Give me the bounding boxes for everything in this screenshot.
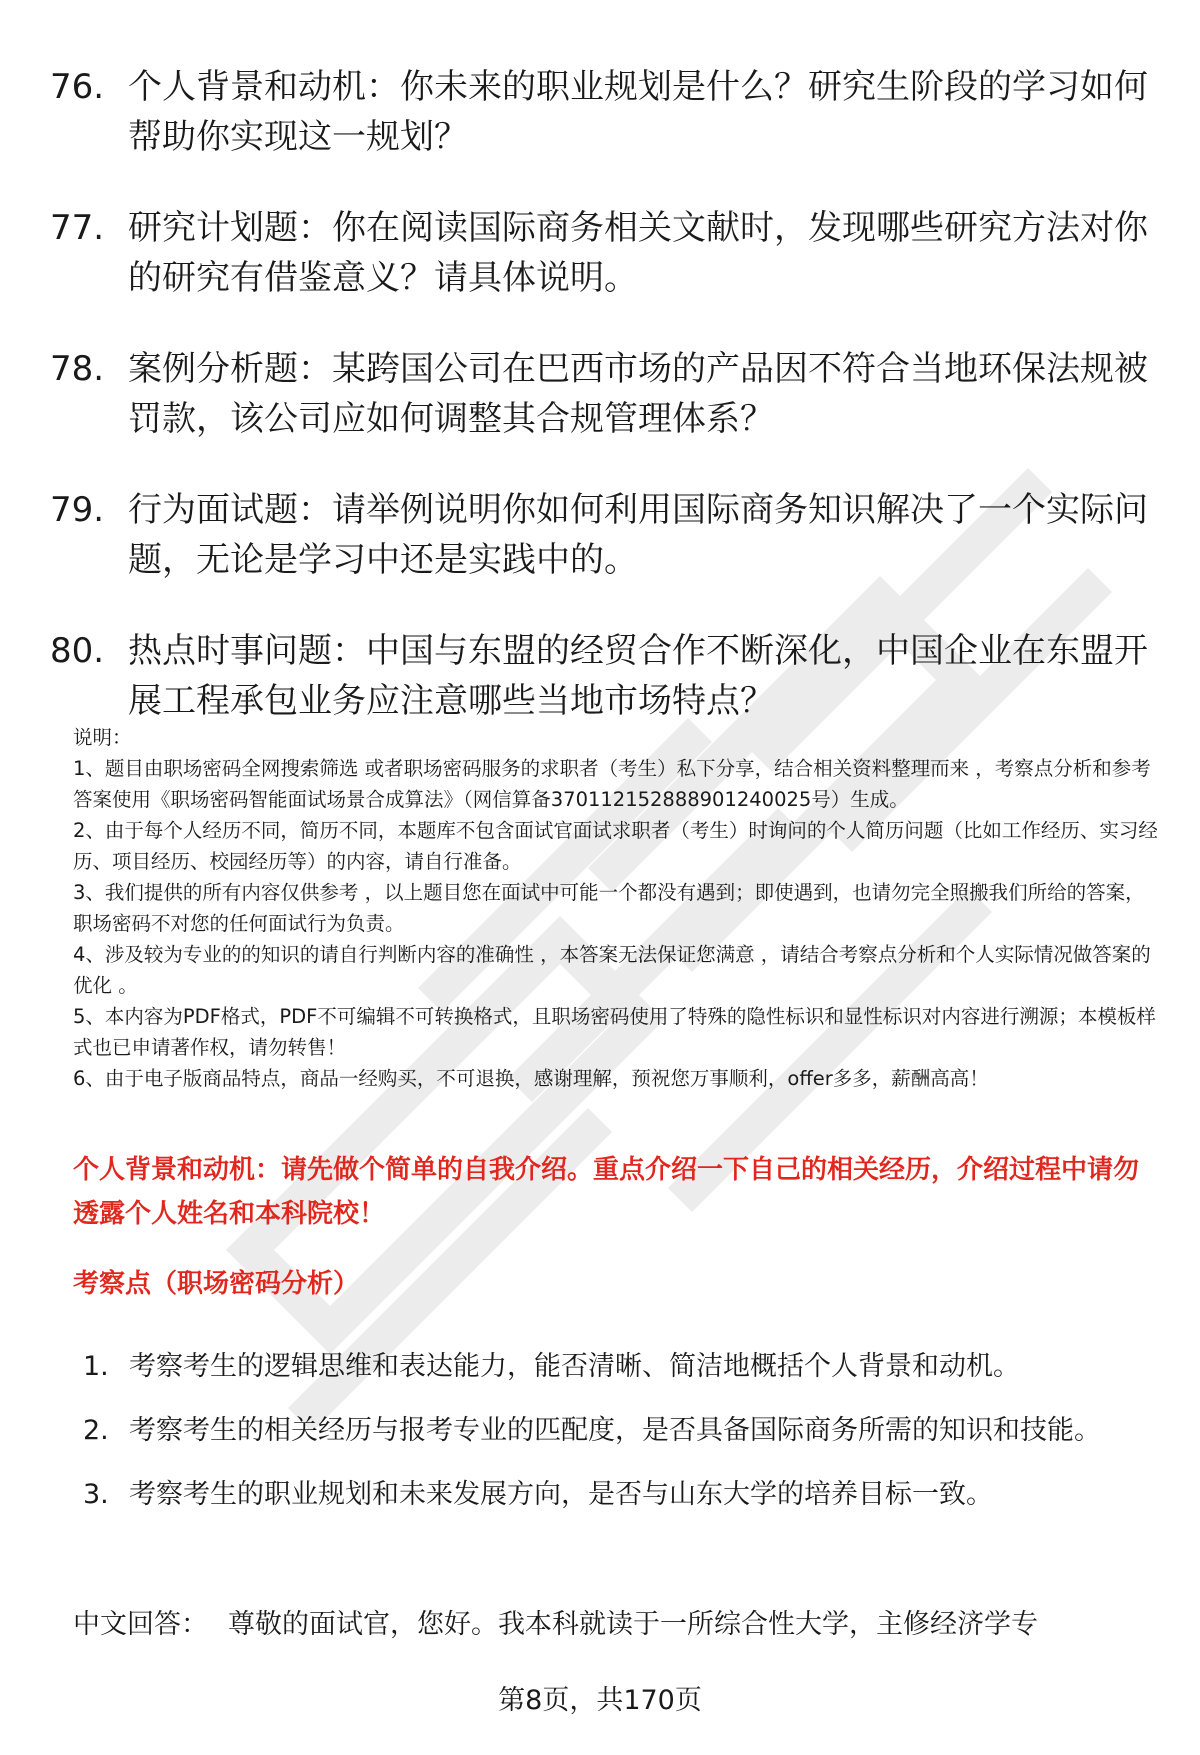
answer-text: 尊敬的面试官，您好。我本科就读于一所综合性大学，主修经济学专 xyxy=(228,1609,1038,1640)
question-number: 76. xyxy=(50,67,105,107)
point-text: 考察考生的逻辑思维和表达能力，能否清晰、简洁地概括个人背景和动机。 xyxy=(129,1351,1020,1382)
question-number: 78. xyxy=(50,349,105,389)
point-number: 3. xyxy=(83,1479,109,1510)
note-item: 6、由于电子版商品特点，商品一经购买，不可退换，感谢理解，预祝您万事顺利，offer多多，薪酬高高！ xyxy=(73,1067,989,1090)
question-text: 研究计划题：你在阅读国际商务相关文献时，发现哪些研究方法对你的研究有借鉴意义？请具体说明。 xyxy=(128,208,1148,298)
question-text: 热点时事问题：中国与东盟的经贸合作不断深化，中国企业在东盟开展工程承包业务应注意哪些当地市场特点？ xyxy=(128,631,1148,721)
analysis-points xyxy=(83,1338,1153,1530)
question-number: 80. xyxy=(50,631,105,671)
point-text: 考察考生的相关经历与报考专业的匹配度，是否具备国际商务所需的知识和技能。 xyxy=(129,1415,1101,1446)
question-item xyxy=(50,485,1150,585)
note-item: 2、由于每个人经历不同，简历不同，本题库不包含面试官面试求职者（考生）时询问的个人简历问题（比如工作经历、实习经历、项目经历、校园经历等）的内容，请自行准备。 xyxy=(73,819,1158,873)
analysis-point xyxy=(83,1402,1153,1460)
question-item xyxy=(50,62,1150,162)
point-number: 2. xyxy=(83,1415,109,1446)
analysis-point xyxy=(83,1466,1153,1524)
note-item: 4、涉及较为专业的的知识的请自行判断内容的准确性 ，本答案无法保证您满意 ，请结合考察点分析和个人实际情况做答案的优化 。 xyxy=(73,943,1151,997)
point-number: 1. xyxy=(83,1351,109,1382)
analysis-point xyxy=(83,1338,1153,1396)
page-footer: 第8页，共170页 xyxy=(498,1685,702,1716)
answer-label: 中文回答： xyxy=(73,1609,208,1640)
note-item: 3、我们提供的所有内容仅供参考 ，以上题目您在面试中可能一个都没有遇到；即使遇到，也请勿完全照搬我们所给的答案，职场密码不对您的任何面试行为负责。 xyxy=(73,881,1145,935)
question-text: 个人背景和动机：你未来的职业规划是什么？研究生阶段的学习如何帮助你实现这一规划？ xyxy=(128,67,1148,157)
question-heading: 个人背景和动机：请先做个简单的自我介绍。重点介绍一下自己的相关经历，介绍过程中请勿透露个人姓名和本科院校！ xyxy=(73,1155,1140,1229)
note-item: 1、题目由职场密码全网搜索筛选 或者职场密码服务的求职者（考生）私下分享，结合相关资料整理而来 ，考察点分析和参考答案使用《职场密码智能面试场景合成算法》（网信算备370112152888901240025号）生成。 xyxy=(73,757,1151,811)
question-number: 79. xyxy=(50,490,105,530)
question-list xyxy=(50,62,1150,767)
notes-section xyxy=(73,722,1163,1094)
question-text: 行为面试题：请举例说明你如何利用国际商务知识解决了一个实际问题，无论是学习中还是实践中的。 xyxy=(128,490,1148,580)
question-number: 77. xyxy=(50,208,105,248)
point-text: 考察考生的职业规划和未来发展方向，是否与山东大学的培养目标一致。 xyxy=(129,1479,993,1510)
question-item xyxy=(50,626,1150,726)
notes-title: 说明： xyxy=(73,726,132,749)
question-text: 案例分析题：某跨国公司在巴西市场的产品因不符合当地环保法规被罚款，该公司应如何调整其合规管理体系？ xyxy=(128,349,1148,439)
note-item: 5、本内容为PDF格式，PDF不可编辑不可转换格式，且职场密码使用了特殊的隐性标识和显性标识对内容进行溯源；本模板样式也已申请著作权，请勿转售！ xyxy=(73,1005,1156,1059)
analysis-heading: 考察点（职场密码分析） xyxy=(73,1269,360,1299)
question-item xyxy=(50,203,1150,303)
question-item xyxy=(50,344,1150,444)
answer-paragraph xyxy=(73,1600,1038,1650)
